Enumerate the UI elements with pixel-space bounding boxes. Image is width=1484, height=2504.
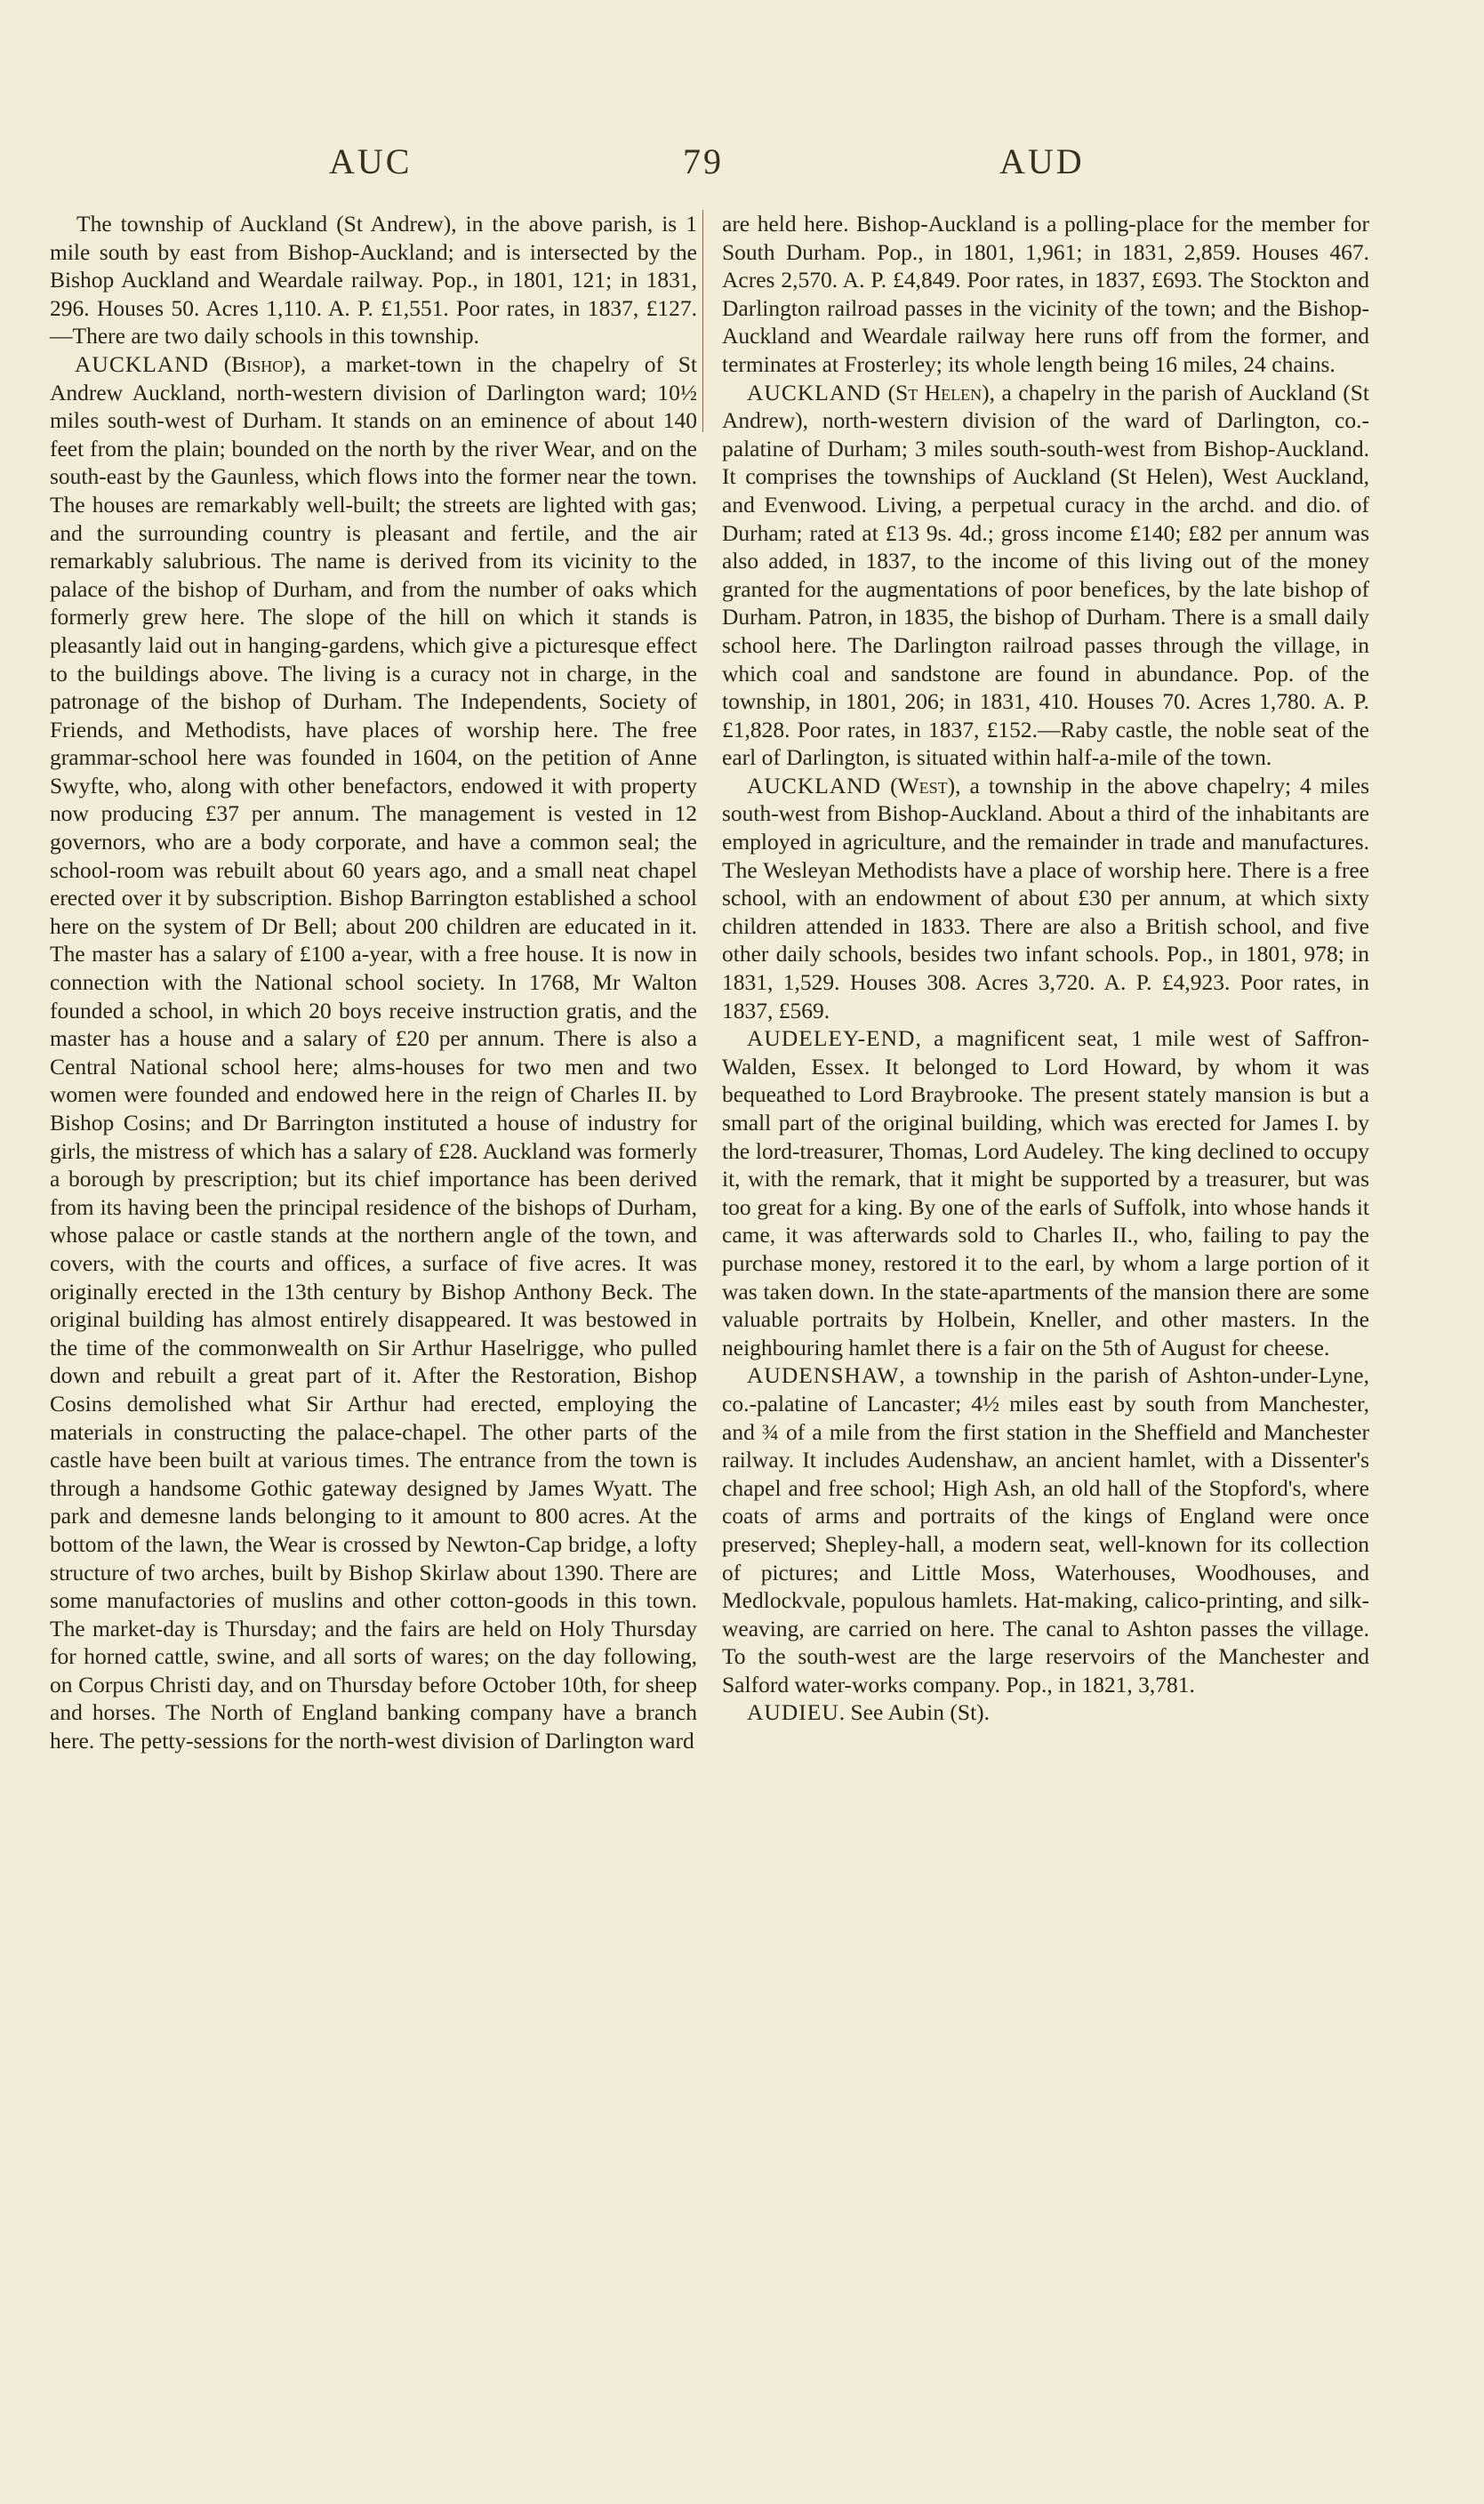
- headword-qualifier: (Bishop): [223, 350, 301, 377]
- entry-text: , a township in the parish of Ashton-under-Lyne, co.-palatine of Lancaster; 4½ miles east by south from Manchester, and ¾ of a mile from the first station in the Sheffield and Manchester railway. It includes Audenshaw, an ancient hamlet, with a Dissenter's chapel and free school; High Ash, an old hall of the Stopford's, where coats of arms and portraits of the kings of England were once preserved; Shepley-hall, a modern seat, well-known for its collection of pictures; and Little Moss, Waterhouses, Woodhouses, and Medlockvale, populous hamlets. Hat-making, calico-printing, and silk-weaving, are carried on here. The canal to Ashton passes the village. To the south-west are the large reservoirs of the Manchester and Salford water-works company. Pop., in 1821, 3,781.: [722, 1362, 1369, 1697]
- entry-auckland-bishop: [50, 350, 697, 1755]
- entry-text: are held here. Bishop-Auckland is a polling-place for the member for South Durham. Pop., in 1801, 1,961; in 1831, 2,859. Houses 467. Acres 2,570. A. P. £4,849. Poor rates, in 1837, £693. The Stockton and Darlington railroad passes in the vicinity of the town; and the Bishop-Auckland and Weardale railway here runs off from the former, and terminates at Frosterley; its whole length being 16 miles, 24 chains.: [722, 211, 1369, 377]
- headword: AUDELEY-END: [747, 1025, 916, 1052]
- entry-text: , a township in the above chapelry; 4 miles south-west from Bishop-Auckland. About a third of the inhabitants are employed in agriculture, and the remainder in trade and manufactures. The Wesleyan Methodists have a place of worship here. There is a free school, with an endowment of about £30 per annum, at which sixty children attended in 1833. There are also a British school, and five other daily schools, besides two infant schools. Pop., in 1801, 978; in 1831, 1,529. Houses 308. Acres 3,720. A. P. £4,923. Poor rates, in 1837, £569.: [722, 772, 1370, 1023]
- entry-text: , a chapelry in the parish of Auckland (St Andrew), north-western division of the ward of Darlington, co.-palatine of Durham; 3 miles south-south-west from Bishop-Auckland. It comprises the townships of Auckland (St Helen), West Auckland, and Evenwood. Living, a perpetual curacy in the archd. and dio. of Durham; rated at £13 9s. 4d.; gross income £140; £82 per annum was also added, in 1837, to the income of this living out of the money granted for the augmentations of poor benefices, by the late bishop of Durham. Patron, in 1835, the bishop of Durham. There is a small daily school here. The Darlington railroad passes through the village, in which coal and sandstone are found in abundance. Pop. of the township, in 1801, 206; in 1831, 410. Houses 70. Acres 1,780. A. P. £1,828. Poor rates, in 1837, £152.—Raby castle, the noble seat of the earl of Darlington, is situated within half-a-mile of the town.: [722, 379, 1369, 771]
- left-column: [50, 210, 697, 1755]
- entry-auckland-west: [722, 772, 1369, 1024]
- page-number: 79: [683, 141, 724, 181]
- entry-text: . See Aubin (St).: [838, 1699, 991, 1726]
- entry-audeley-end: [722, 1024, 1369, 1361]
- entry-continuation: [722, 210, 1369, 379]
- entry-audieu: [722, 1698, 1369, 1727]
- entry-text: The township of Auckland (St Andrew), in the above parish, is 1 mile south by east from Bishop-Auckland; and is intersected by the Bishop Auckland and Weardale railway. Pop., in 1801, 121; in 1831, 296. Houses 50. Acres 1,110. A. P. £1,551. Poor rates, in 1837, £127.—There are two daily schools in this township.: [50, 211, 697, 349]
- headword: AUCKLAND: [75, 350, 210, 377]
- headword: AUDIEU: [747, 1699, 839, 1726]
- column-divider: [702, 210, 703, 432]
- entry-auckland-st-helen: [722, 379, 1369, 772]
- right-column: [722, 210, 1369, 1727]
- headword: AUDENSHAW: [747, 1362, 900, 1389]
- header-left-guide-word: AUC: [329, 141, 413, 181]
- entry-audenshaw: [722, 1361, 1369, 1698]
- running-header: [0, 140, 1484, 194]
- headword: AUCKLAND: [747, 772, 882, 799]
- entry-continuation: [50, 210, 697, 350]
- entry-text: , a magnificent seat, 1 mile west of Saffron-Walden, Essex. It belonged to Lord Howard, by whom it was bequeathed to Lord Braybrooke. The present stately mansion is but a small part of the original building, which was erected for James I. by the lord-treasurer, Thomas, Lord Audeley. The king declined to occupy it, with the remark, that it might be supported by a treasurer, but was too great for a king. By one of the earls of Suffolk, into whose hands it came, it was afterwards sold to Charles II., who, failing to pay the purchase money, restored it to the earl, by whom a large portion of it was taken down. In the state-apartments of the mansion there are some valuable portraits by Holbein, Kneller, and other masters. In the neighbouring hamlet there is a fair on the 5th of August for cheese.: [722, 1025, 1369, 1360]
- headword-qualifier: (St Helen): [887, 379, 990, 405]
- headword-qualifier: (West): [890, 772, 956, 799]
- entry-text: , a market-town in the chapelry of St Andrew Auckland, north-western division of Darlington ward; 10½ miles south-west of Durham. It stands on an eminence of about 140 feet from the plain; bounded on the north by the river Wear, and on the south-east by the Gaunless, which flows into the former near the town. The houses are remarkably well-built; the streets are lighted with gas; and the surrounding country is pleasant and fertile, and the air remarkably salubrious. The name is derived from its vicinity to the palace of the bishop of Durham, and from the number of oaks which formerly grew here. The slope of the hill on which it stands is pleasantly laid out in hanging-gardens, which give a picturesque effect to the buildings above. The living is a curacy not in charge, in the patronage of the bishop of Durham. The Independents, Society of Friends, and Methodists, have places of worship here. The free grammar-school here was founded in 1604, on the petition of Anne Swyfte, who, along with other benefactors, endowed it with property now producing £37 per annum. The management is vested in 12 governors, who are a body corporate, and have a common seal; the school-room was rebuilt about 60 years ago, and a small neat chapel erected over it by subscription. Bishop Barrington established a school here on the system of Dr Bell; about 200 children are educated in it. The master has a salary of £100 a-year, with a free house. It is now in connection with the National school society. In 1768, Mr Walton founded a school, in which 20 boys receive instruction gratis, and the master has a house and a salary of £20 per annum. There is also a Central National school here; alms-houses for two men and two women were founded and endowed here in the reign of Charles II. by Bishop Cosins; and Dr Barrington instituted a house of industry for girls, the mistress of which has a salary of £28. Auckland was formerly a borough by prescription; but its chief importance has been derived from its having been the principal residence of the bishops of Durham, whose palace or castle stands at the northern angle of the town, and covers, with the courts and offices, a surface of five acres. It was originally erected in the 13th century by Bishop Anthony Beck. The original building has almost entirely disappeared. It was bestowed in the time of the commonwealth on Sir Arthur Haselrigge, who pulled down and rebuilt a great part of it. After the Restoration, Bishop Cosins demolished what Sir Arthur had erected, employing the materials in constructing the palace-chapel. The other parts of the castle have been built at various times. The entrance from the town is through a handsome Gothic gateway designed by James Wyatt. The park and demesne lands belonging to it amount to 800 acres. At the bottom of the lawn, the Wear is crossed by Newton-Cap bridge, a lofty structure of two arches, built by Bishop Skirlaw about 1390. There are some manufactories of muslins and other cotton-goods in this town. The market-day is Thursday; and the fairs are held on Holy Thursday for horned cattle, swine, and all sorts of wares; on the day following, on Corpus Christi day, and on Thursday before October 10th, for sheep and horses. The North of England banking company have a branch here. The petty-sessions for the north-west division of Darlington ward: [50, 350, 698, 1754]
- header-right-guide-word: AUD: [999, 141, 1085, 181]
- headword: AUCKLAND: [747, 379, 882, 405]
